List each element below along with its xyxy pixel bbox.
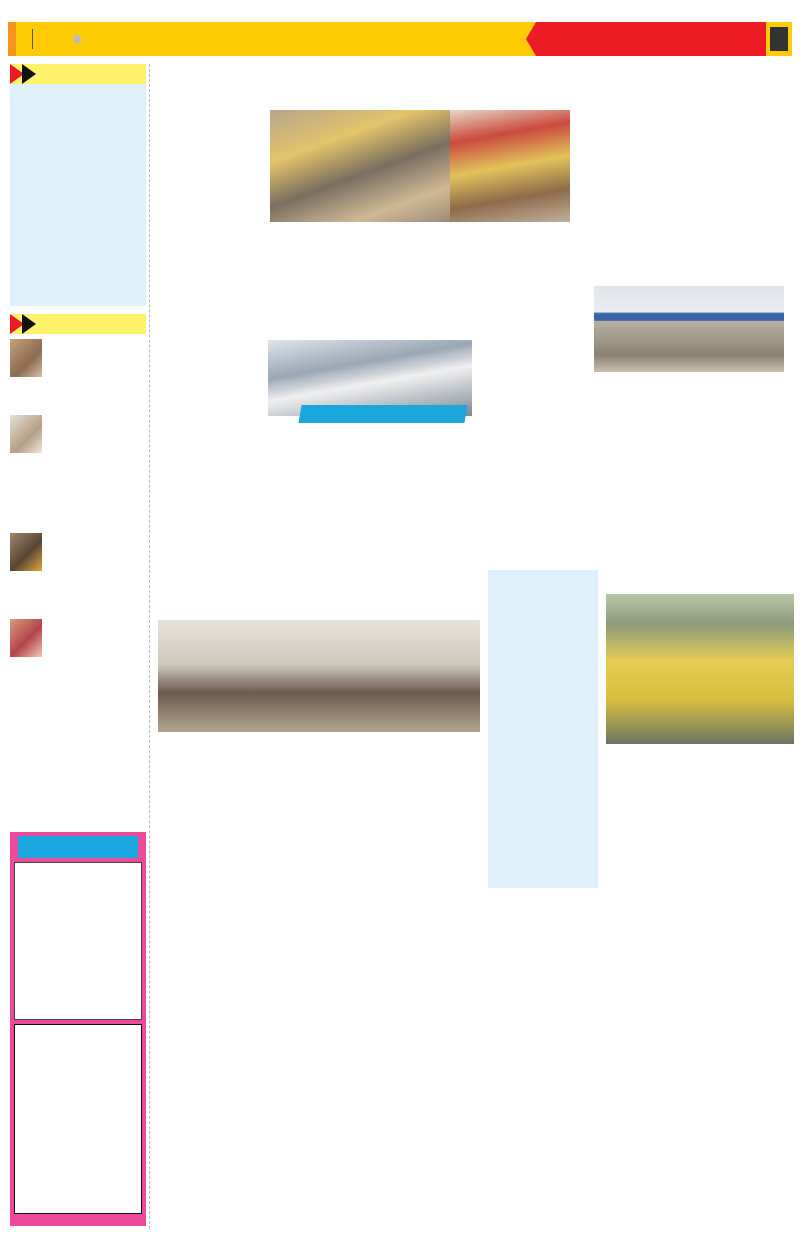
rajiv-tribute-box	[488, 570, 598, 888]
obituary-body	[46, 617, 146, 700]
sudoku-grid	[14, 1024, 142, 1214]
arrest-column-2	[690, 380, 782, 565]
puzzle-solutions-box	[10, 832, 146, 1226]
obituary-body	[46, 531, 146, 614]
section-tab	[536, 22, 766, 56]
obituary-photo	[10, 339, 42, 377]
obituary-tag	[10, 314, 146, 334]
crossword-grid	[14, 862, 142, 1020]
chevron-arrows-icon	[10, 314, 38, 334]
masthead-accent-stripe	[8, 22, 16, 56]
lead-photo-audience	[450, 110, 570, 222]
lead-caption-3	[434, 236, 554, 248]
lead-caption-2	[372, 226, 432, 248]
obituary-item	[10, 337, 146, 410]
obituary-item	[10, 531, 146, 614]
obituary-body	[46, 413, 146, 528]
obituary-item	[10, 617, 146, 700]
helpline-photo-classroom	[158, 620, 480, 732]
obituary-body	[46, 337, 146, 410]
lead-column-1	[156, 112, 261, 230]
lead-column-4	[690, 112, 794, 248]
left-column	[10, 64, 146, 700]
lead-caption-1	[270, 226, 370, 248]
adani-column-2	[248, 428, 352, 565]
lead-column-3	[578, 112, 682, 248]
brief-news-tag	[10, 64, 146, 84]
arrest-column-1	[594, 380, 682, 565]
newspaper-logo	[57, 32, 83, 47]
helpline-column-1	[156, 736, 312, 886]
obituary-photo	[10, 619, 42, 657]
brief-news-box	[10, 84, 146, 306]
masthead-bar	[8, 22, 792, 56]
column-divider	[149, 64, 150, 1229]
obituary-item	[10, 413, 146, 528]
helpline-column-2	[318, 736, 478, 886]
logo-globe-icon	[73, 35, 81, 43]
adani-column-4	[478, 340, 582, 565]
swimming-photo-students	[606, 594, 794, 744]
arrest-photo-police-station	[594, 286, 784, 372]
lead-photo-tribal-event	[270, 110, 450, 222]
brief-body	[14, 91, 142, 303]
edition-date	[16, 29, 33, 49]
chevron-arrows-icon	[10, 64, 38, 84]
obituary-photo	[10, 415, 42, 453]
page-number	[770, 27, 788, 51]
adani-photo-banner	[298, 405, 467, 423]
puzzle-title	[18, 836, 138, 858]
swimming-column-1	[604, 748, 670, 886]
rajiv-body	[492, 579, 594, 835]
adani-column-3	[356, 428, 466, 565]
adani-column-1	[156, 340, 244, 565]
obituary-photo	[10, 533, 42, 571]
